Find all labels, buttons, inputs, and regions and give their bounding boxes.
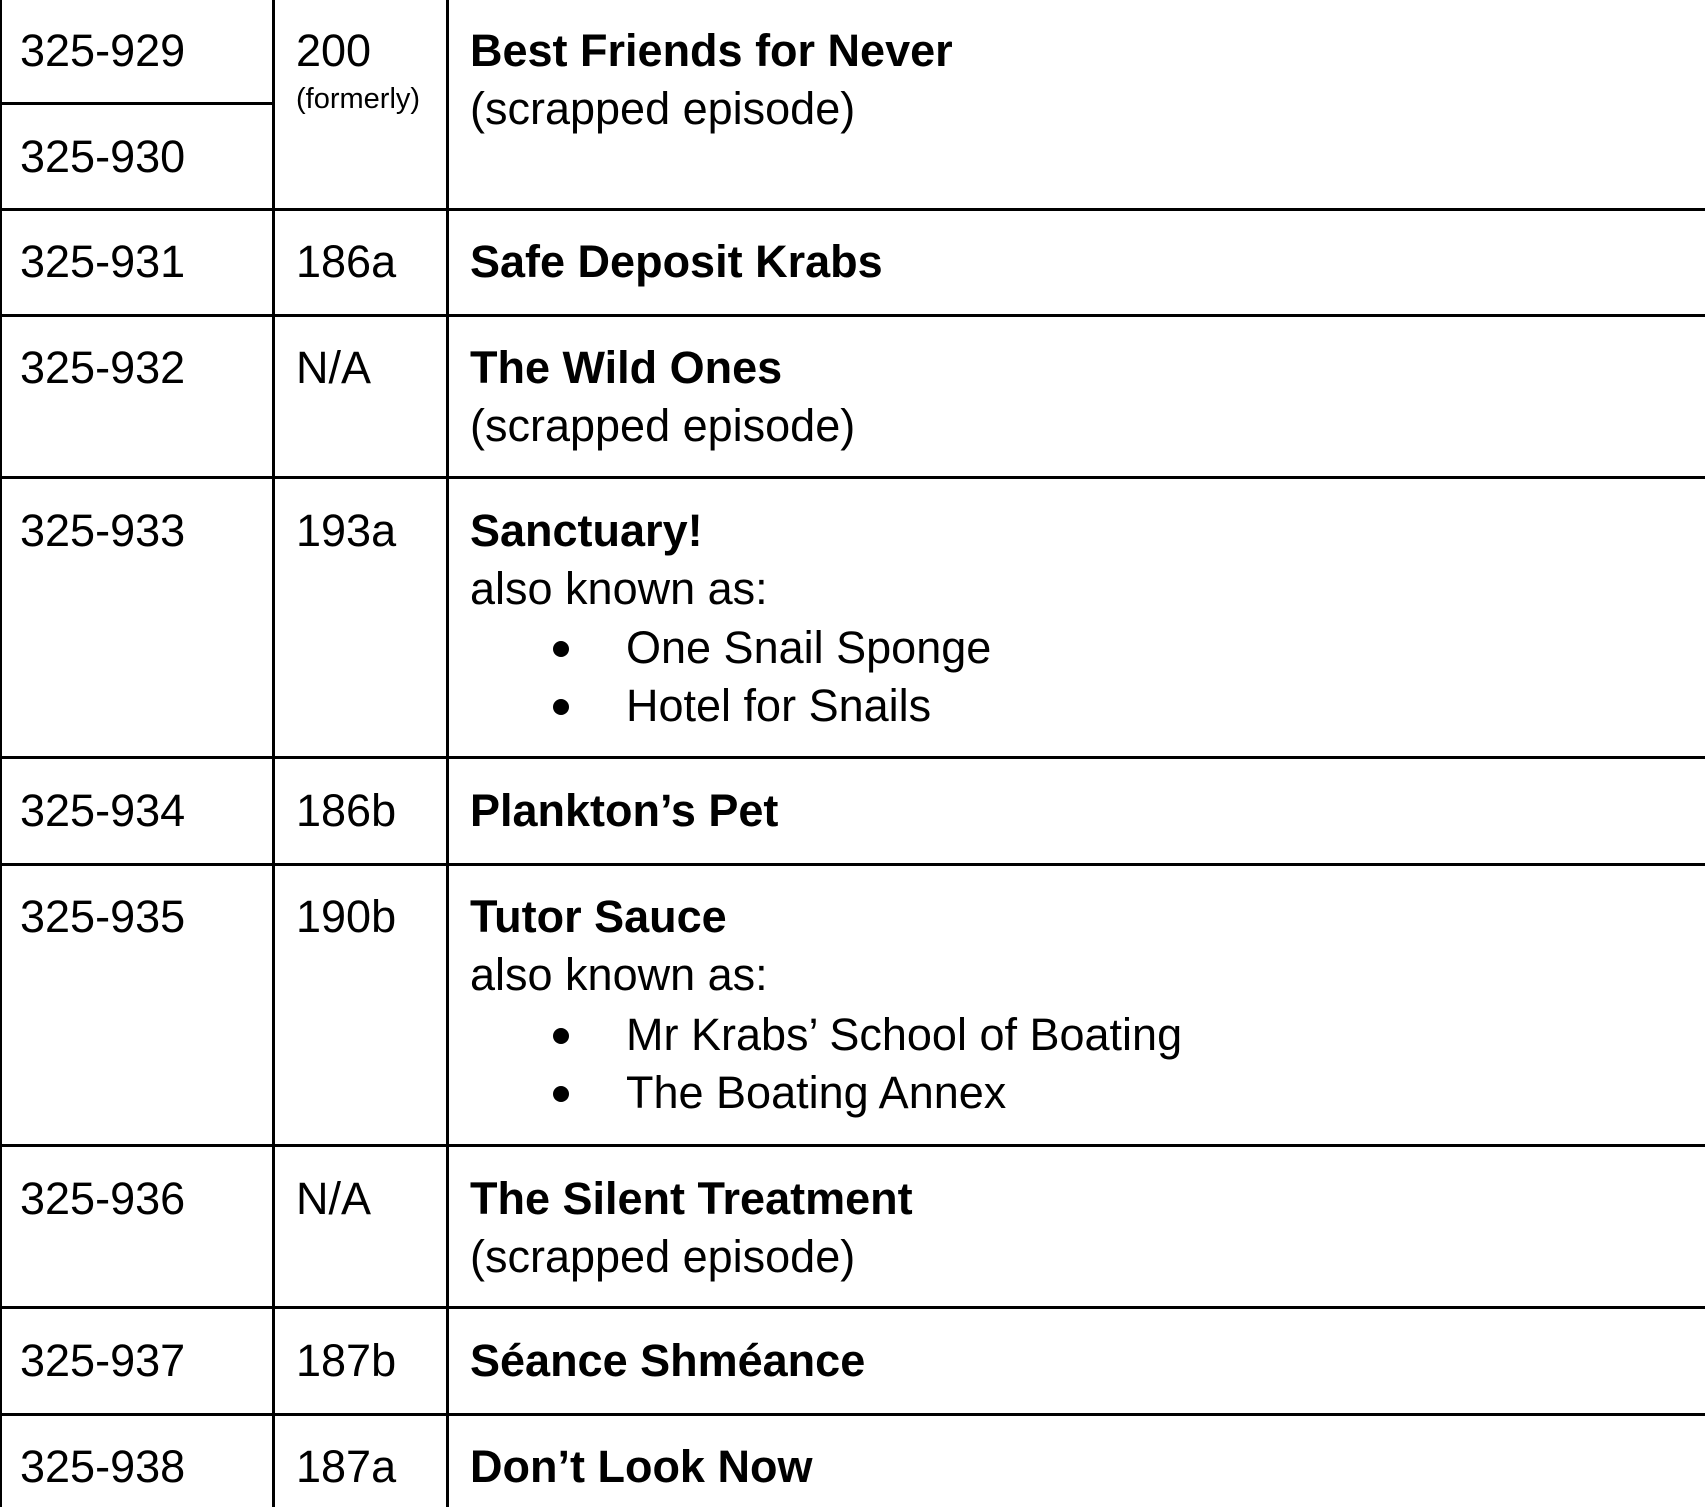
episode-subtitle: (scrapped episode) [470, 400, 856, 451]
episode-title: Safe Deposit Krabs [470, 236, 883, 287]
episode-number: 186a [296, 236, 397, 287]
production-code: 325-934 [20, 785, 186, 836]
bullet-icon [553, 641, 569, 657]
row-divider [0, 314, 1705, 317]
episode-number: 186b [296, 785, 397, 836]
episode-title: Tutor Sauce [470, 891, 727, 942]
episode-number: 193a [296, 505, 397, 556]
bullet-icon [553, 1028, 569, 1044]
episode-number: 187a [296, 1441, 397, 1492]
episode-number: 187b [296, 1335, 397, 1386]
production-code: 325-936 [20, 1173, 186, 1224]
row-divider [0, 208, 1705, 211]
aka-item-text: Hotel for Snails [626, 680, 932, 731]
aka-label: also known as: [470, 563, 768, 614]
aka-item-text: One Snail Sponge [626, 622, 992, 673]
episode-title: Sanctuary! [470, 505, 703, 556]
episode-number: N/A [296, 342, 372, 393]
episode-number: 190b [296, 891, 397, 942]
episode-title: The Silent Treatment [470, 1173, 913, 1224]
production-code: 325-935 [20, 891, 186, 942]
episode-title: The Wild Ones [470, 342, 783, 393]
row-divider [0, 102, 273, 105]
aka-item-text: Mr Krabs’ School of Boating [626, 1009, 1183, 1060]
row-divider [0, 1144, 1705, 1147]
production-code: 325-938 [20, 1441, 186, 1492]
production-code: 325-931 [20, 236, 186, 287]
episode-title: Don’t Look Now [470, 1441, 813, 1492]
bullet-icon [553, 1086, 569, 1102]
row-divider [0, 863, 1705, 866]
production-code: 325-933 [20, 505, 186, 556]
aka-label: also known as: [470, 949, 768, 1000]
episode-title: Plankton’s Pet [470, 785, 779, 836]
row-divider [0, 756, 1705, 759]
row-divider [0, 1306, 1705, 1309]
aka-item-text: The Boating Annex [626, 1067, 1007, 1118]
row-divider [0, 1413, 1705, 1416]
production-code: 325-930 [20, 131, 186, 182]
bullet-icon [553, 699, 569, 715]
episode-number: N/A [296, 1173, 372, 1224]
production-code: 325-932 [20, 342, 186, 393]
episode-title: Séance Shméance [470, 1335, 866, 1386]
episode-subtitle: (scrapped episode) [470, 1231, 856, 1282]
column-divider [272, 0, 275, 1507]
column-divider [0, 0, 2, 1507]
column-divider [446, 0, 449, 1507]
episode-number-note: (formerly) [296, 83, 421, 115]
episode-number: 200 [296, 25, 372, 76]
production-code: 325-937 [20, 1335, 186, 1386]
production-code: 325-929 [20, 25, 186, 76]
episode-title: Best Friends for Never [470, 25, 953, 76]
episode-subtitle: (scrapped episode) [470, 83, 856, 134]
row-divider [0, 476, 1705, 479]
